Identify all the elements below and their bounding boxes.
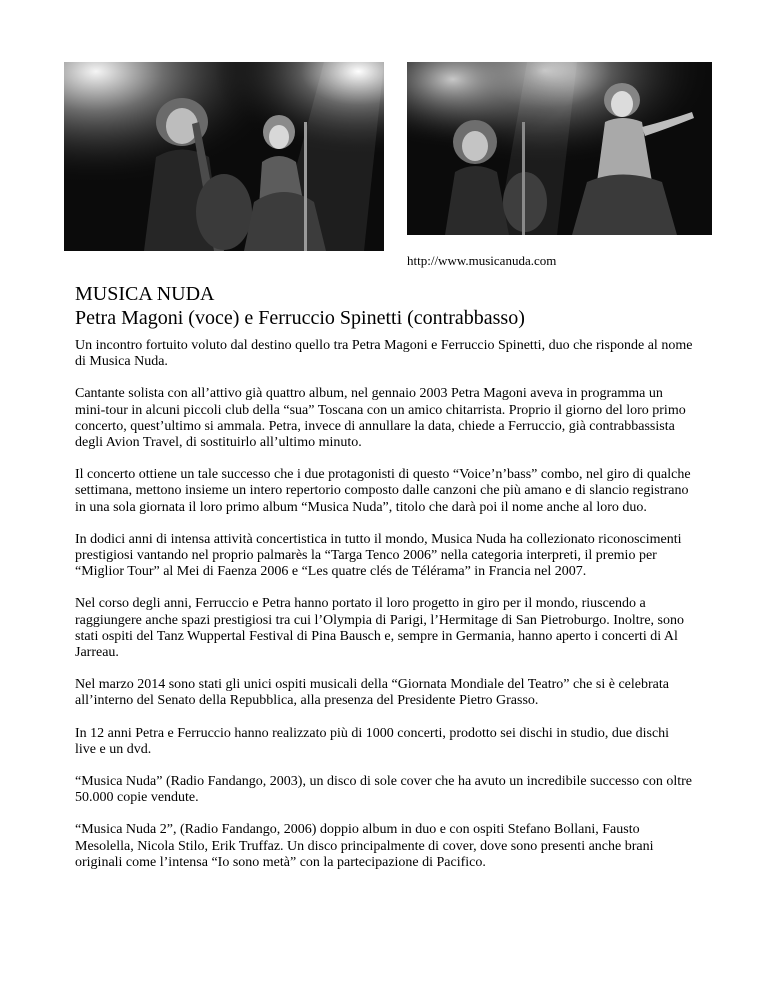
paragraph: Cantante solista con all’attivo già quattro album, nel gennaio 2003 Petra Magoni aveva in programma un mini-tour in alcuni piccoli club della “sua” Toscana con un amico chitarrista. Proprio il giorno del loro primo concerto, quest’ultimo si ammala. Petra, invece di annullare la data, chiede a Ferruccio, già contrabbassista degli Avion Travel, di sostituirlo all’ultimo minuto.	[75, 386, 686, 451]
concert-photo-right-image	[407, 62, 712, 235]
paragraph: “Musica Nuda” (Radio Fandango, 2003), un disco di sole cover che ha avuto un incredibile successo con oltre 50.000 copie vendute.	[75, 774, 692, 806]
paragraph: In dodici anni di intensa attività concertistica in tutto il mondo, Musica Nuda ha collezionato riconoscimenti prestigiosi vantando nel proprio palmarès la “Targa Tenco 2006” nella categoria interpreti, il premio per “Miglior Tour” al Mei di Faenza 2006 e “Les quatre clés de Télérama” in Francia nel 2007.	[75, 531, 682, 580]
concert-photo-right	[407, 62, 712, 235]
paragraph: Nel corso degli anni, Ferruccio e Petra hanno portato il loro progetto in giro per il mondo, riuscendo a raggiungere anche spazi prestigiosi tra cui l’Olympia di Parigi, l’Hermitage di San Pietroburgo. Inoltre, sono stati ospiti del Tanz Wuppertal Festival di Pina Bausch e, sempre in Germania, hanno aperto i concerti di Al Jarreau.	[75, 596, 684, 661]
concert-photo-left	[64, 62, 384, 251]
website-url[interactable]: http://www.musicanuda.com	[407, 253, 557, 268]
page-title: MUSICA NUDA	[75, 283, 215, 305]
paragraph: Il concerto ottiene un tale successo che i due protagonisti di questo “Voice’n’bass” combo, nel giro di qualche settimana, mettono insieme un intero repertorio composto dalle canzoni che più amano e di slancio registrano in una sola giornata il loro primo album “Musica Nuda”, titolo che darà poi il nome anche al loro duo.	[75, 467, 691, 515]
title-block	[75, 282, 715, 330]
page-subtitle: Petra Magoni (voce) e Ferruccio Spinetti (contrabbasso)	[75, 307, 525, 329]
paragraph: In 12 anni Petra e Ferruccio hanno realizzato più di 1000 concerti, prodotto sei dischi in studio, due dischi live e un dvd.	[75, 725, 670, 757]
paragraph: Nel marzo 2014 sono stati gli unici ospiti musicali della “Giornata Mondiale del Teatro” che si è celebrata all’interno del Senato della Repubblica, alla presenza del Presidente Pietro Grasso.	[75, 677, 669, 709]
article-body	[75, 338, 693, 887]
paragraph: “Musica Nuda 2”, (Radio Fandango, 2006) doppio album in duo e con ospiti Stefano Bollani, Fausto Mesolella, Nicola Stilo, Erik Truffaz. Un disco principalmente di cover, dove sono presenti anche brani originali come l’intensa “Io sono metà” con la partecipazione di Pacifico.	[75, 822, 654, 870]
paragraph: Un incontro fortuito voluto dal destino quello tra Petra Magoni e Ferruccio Spinetti, duo che risponde al nome di Musica Nuda.	[75, 338, 693, 370]
concert-photo-left-image	[64, 62, 384, 251]
